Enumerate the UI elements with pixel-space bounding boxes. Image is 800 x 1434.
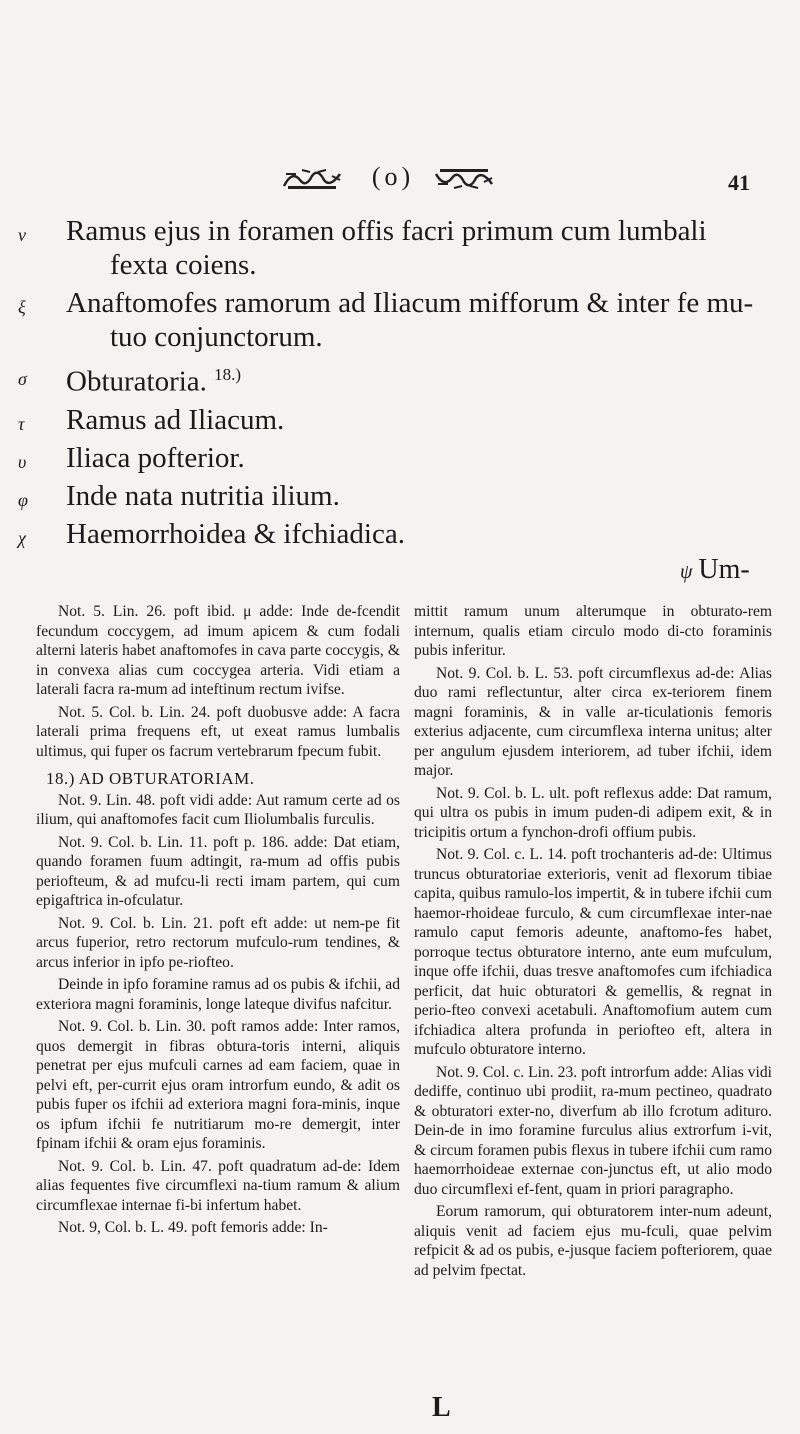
note-paragraph: Not. 9. Col. b. Lin. 21. poft eft adde: ut nem-pe fit arcus fuperior, retro rectorum mufculo-rum tendines, & arcus inferior in ipfo pe-riofteo.	[36, 914, 400, 971]
note-paragraph: Not. 9. Col. b. Lin. 47. poft quadratum ad-de: Idem alias fequentes five circumflexi na-tium ramum & alium circumflexae internae fi-bi infertum habet.	[36, 1157, 400, 1214]
entry-text-with-footnote	[66, 358, 766, 399]
entry-text: Inde nata nutritia ilium.	[66, 479, 340, 512]
entry-glyph: σ	[18, 369, 27, 389]
note-paragraph: Eorum ramorum, qui obturatorem inter-num adeunt, aliquis venit ad faciem ejus mu-fculi, quae pelvim refpicit & ad os pubis, e-jusque faciem pofteriorem, quae ad pelvim fpectat.	[414, 1203, 772, 1279]
entry-text: Ramus ejus in foramen offis facri primum cum lumbali	[66, 215, 707, 247]
catchword-text: Um-	[698, 554, 750, 585]
entry-glyph: ξ	[18, 297, 26, 317]
entry-glyph: φ	[18, 489, 28, 510]
catchword	[680, 554, 750, 586]
legend-entry	[0, 403, 800, 437]
entry-text: Iliaca pofterior.	[66, 441, 245, 474]
left-ornament-icon	[282, 166, 342, 192]
right-ornament-icon	[434, 166, 494, 192]
note-paragraph: mittit ramum unum alterumque in obturato-rem internum, qualis etiam circulo modo di-cto foraminis pubis inferitur.	[414, 603, 772, 659]
note-paragraph: Not. 9. Col. c. L. 14. poft trochanteris ad-de: Ultimus truncus obturatoriae exterioris, venit ad flexorum tibiae capita, quibus ramulo-los impertit, & in tubere ifchii cum haemor-rhoideae furculo, & cum circumflexae inter-nae ramulo caput femoris adeunte, anaftomo-fes habet, porroque tectus obturatore interno, ante eum mufculum, inque offe ifchii, duas tresve anaftomofes cum ifchiadica perficit, dat huic obturatori & gemellis, & regnat in perio-fteo convexi acetabuli. Anaftomofium autem cum ifchiadica altera profunda in periofteo eft, altera in mufculo obturatore interno.	[414, 846, 772, 1058]
entry-glyph: ν	[18, 225, 26, 245]
right-column	[414, 602, 772, 1283]
legend-entry	[0, 517, 800, 551]
page-number: 41	[728, 170, 750, 195]
note-paragraph: Not. 5. Lin. 26. poft ibid. μ adde: Inde de-fcendit fecundum coccygem, ad imum apicem & cum fodali alterni lateris habet anaftomofes in cava parte coccygis, & in convexa alias cum coccygea arteria. Vidi etiam a laterali facra ra-mum ad inteftinum rectum ivifse.	[36, 603, 400, 698]
note-paragraph: Not. 9. Col. b. L. 53. poft circumflexus ad-de: Alias duo rami reflectuntur, alter circa ex-teriorem finem magni foraminis, & in valle ar-ticulationis femoris exterius adjacente, cum circumflexa interna unitus; alter per angulum ejusdem interiorem, ad tuber ifchii, idem major.	[414, 664, 772, 779]
legend-entries	[0, 214, 800, 555]
header-mark: (o)	[371, 162, 415, 191]
entry-glyph: χ	[18, 527, 26, 548]
signature-mark: L	[432, 1392, 451, 1423]
note-paragraph: Not. 9. Col. b. Lin. 11. poft p. 186. adde: Dat etiam, quando foramen fuum adtingit, ra-mum ad offis pubis periofteum, & ad mufcu-li recti imam partem, qui cum epigaftrica in-ofculatur.	[36, 833, 400, 909]
legend-entry	[0, 441, 800, 475]
legend-entry	[0, 479, 800, 513]
note-paragraph: Deinde in ipfo foramine ramus ad os pubis & ifchii, ad exteriora magni foraminis, longe lateque divifus nafcitur.	[36, 976, 400, 1013]
entry-text: Haemorrhoidea & ifchiadica.	[66, 517, 405, 550]
legend-entry	[0, 214, 800, 282]
catchword-glyph: ψ	[680, 561, 693, 583]
entry-text: Ramus ad Iliacum.	[66, 403, 285, 436]
legend-entry	[0, 286, 800, 354]
entry-text-continued: fexta coiens.	[110, 249, 257, 281]
entry-text: Anaftomofes ramorum ad Iliacum mifforum & inter fe mu-	[66, 287, 754, 319]
entry-text: Obturatoria.	[66, 365, 207, 398]
note-paragraph: Not. 9. Col. b. Lin. 30. poft ramos adde: Inter ramos, quos demergit in fibras obtura-toris interni, aliquis penetrat per ejus mufculi carnes ad eam faciem, quae in pelvi eft, per-currit ejus oram introrfum eundo, & adit os pubis fuper os ifchii ad exteriora magni fora-minis, inque os ipfum ifchii fe nutritiarum mo-re demergit, inter fpinam ifchii & oram ejus foraminis.	[36, 1018, 400, 1152]
left-column	[36, 602, 400, 1241]
note-paragraph: Not. 9. Col. c. Lin. 23. poft introrfum adde: Alias vidi dediffe, continuo ubi prodiit, ra-mum pectineo, quadrato & obturatori exter-no, diverfum ab illo fcrotum adituro. Dein-de in imo foramine furculus alius extrorfum i-vit, & circum foramen pubis flexus in tubere ifchii cum ramo haemorrhoideae externae con-junctus eft, ut alio modo duo circumflexi ef-fent, quam in priori paragrapho.	[414, 1063, 772, 1198]
note-paragraph: Not. 9. Col. b. L. ult. poft reflexus adde: Dat ramum, qui ultra os pubis in imum puden-di adipem exit, & in tricipitis ortum a fynchon-drofi offium pubis.	[414, 784, 772, 841]
entry-text-continued: tuo conjunctorum.	[110, 321, 323, 353]
section-heading: 18.) AD OBTURATORIAM.	[46, 769, 255, 788]
note-paragraph: Not. 9, Col. b. L. 49. poft femoris adde: In-	[58, 1219, 328, 1236]
note-paragraph: Not. 9. Lin. 48. poft vidi adde: Aut ramum certe ad os ilium, qui anaftomofes facit cum Iliolumbalis furculis.	[36, 791, 400, 828]
note-paragraph: Not. 5. Col. b. Lin. 24. poft duobusve adde: A facra laterali prima frequens eft, ut exeat ramus lumbalis ultimus, qui fuper os facrum vertebrarum fpecum fubit.	[36, 703, 400, 760]
entry-glyph: τ	[18, 413, 25, 434]
legend-entry	[0, 358, 800, 399]
footnote-marker: 18.)	[214, 365, 242, 384]
entry-glyph: υ	[18, 451, 27, 472]
page-header	[0, 162, 800, 196]
